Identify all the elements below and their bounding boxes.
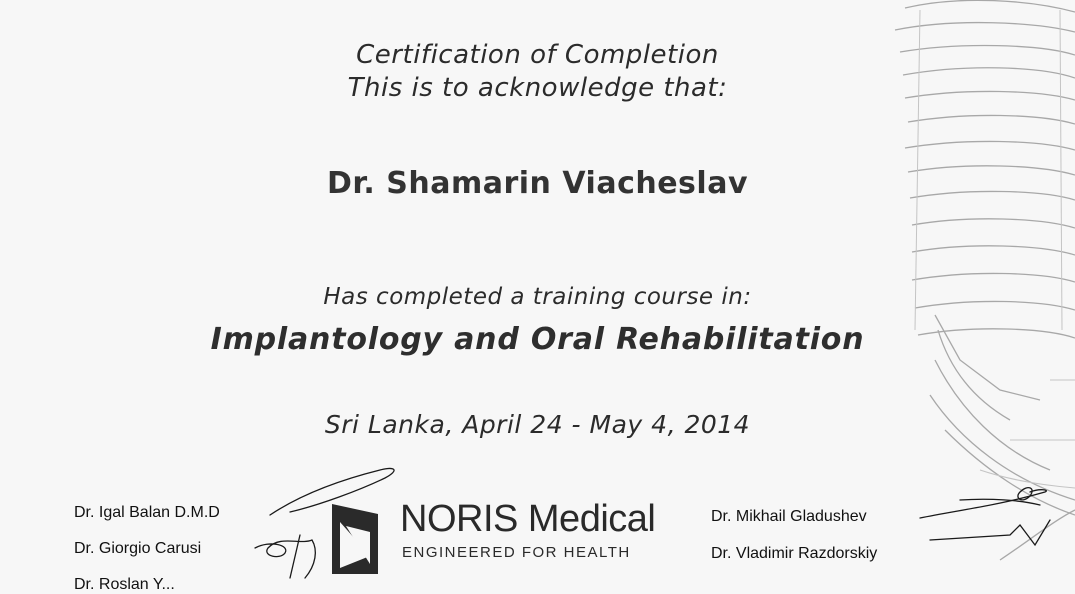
signatory-name: Dr. Vladimir Razdorskiy xyxy=(711,545,878,562)
signature-right-flourish xyxy=(960,499,1040,505)
certificate-heading: Certification of Completion xyxy=(356,40,719,70)
event-location-dates: Sri Lanka, April 24 - May 4, 2014 xyxy=(324,410,751,439)
signatory-name: Dr. Igal Balan D.M.D xyxy=(74,504,220,521)
logo-tagline: ENGINEERED FOR HEALTH xyxy=(402,544,631,561)
signature-left-loop xyxy=(255,540,312,557)
signatory-name: Dr. Roslan Y... xyxy=(74,576,175,593)
logo-brand-name: NORIS Medical xyxy=(400,498,656,540)
signature-right-zigzag xyxy=(930,520,1050,545)
recipient-name: Dr. Shamarin Viacheslav xyxy=(327,166,748,201)
certificate-subheading: This is to acknowledge that: xyxy=(347,73,728,103)
noris-triangle-icon xyxy=(326,496,398,576)
signatory-name: Dr. Mikhail Gladushev xyxy=(711,508,867,525)
course-intro: Has completed a training course in: xyxy=(323,284,752,310)
course-title: Implantology and Oral Rehabilitation xyxy=(210,322,865,357)
signatory-name: Dr. Giorgio Carusi xyxy=(74,540,202,557)
noris-medical-logo xyxy=(326,496,656,576)
signature-right-stroke xyxy=(920,490,1046,518)
